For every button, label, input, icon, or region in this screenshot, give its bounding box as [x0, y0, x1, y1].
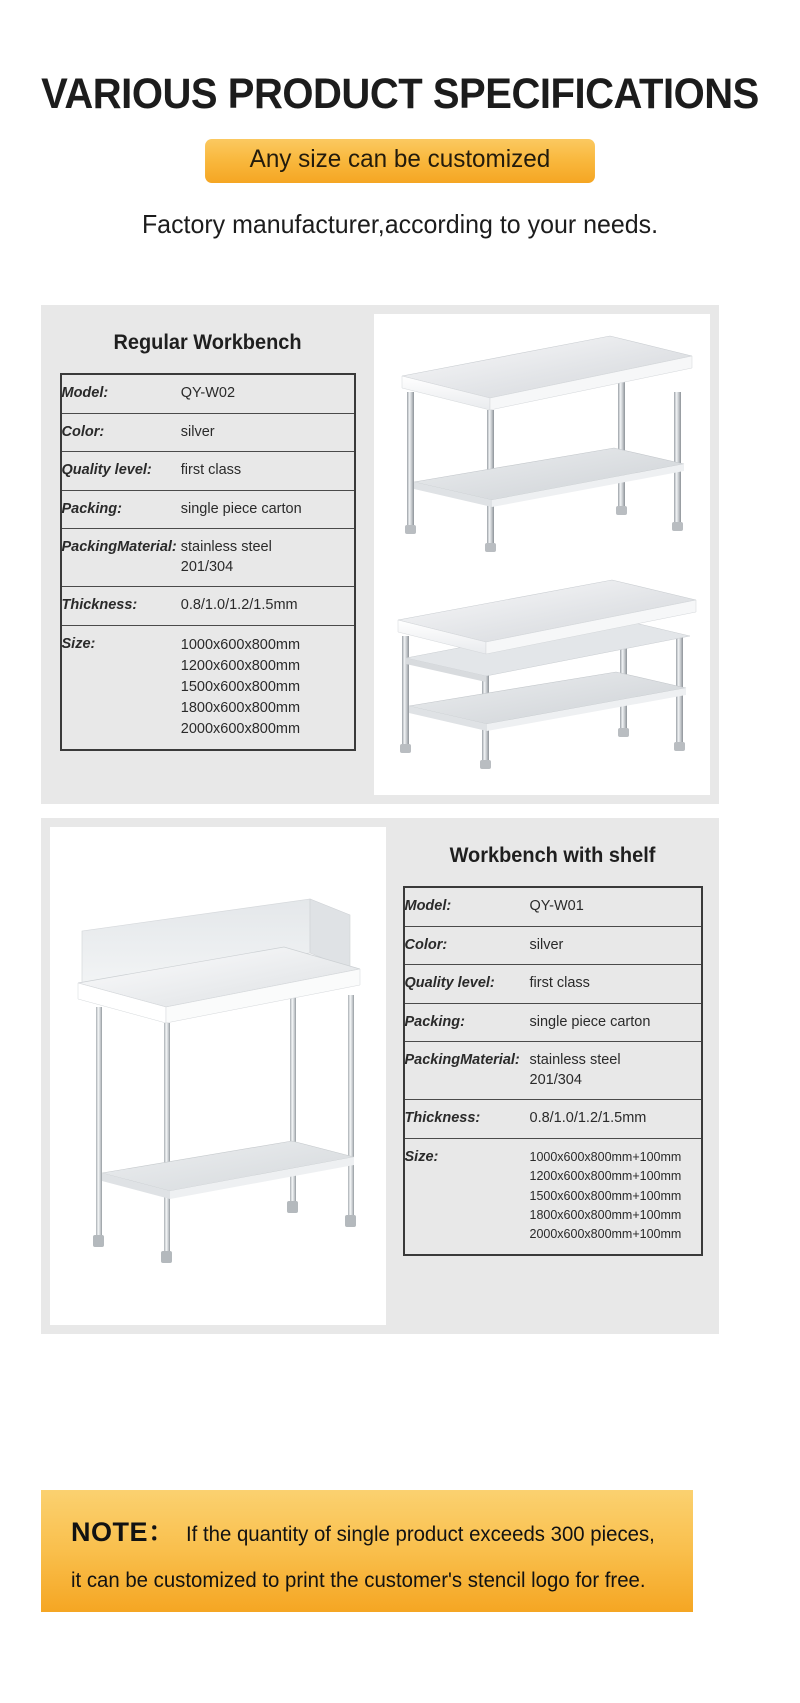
spec-value — [530, 1042, 702, 1100]
table-row — [404, 1138, 702, 1254]
table-row — [61, 529, 355, 587]
spec-key: Size: — [404, 1148, 439, 1165]
size-option: 1000x600x800mm — [180, 636, 301, 653]
spec-key: Packing: — [404, 1013, 465, 1030]
spec-value: silver — [529, 936, 564, 953]
spec-value: single piece carton — [180, 500, 302, 517]
page-subtitle: Factory manufacturer,according to your needs. — [141, 208, 659, 239]
size-option: 1500x600x800mm+100mm — [529, 1188, 682, 1203]
table-row — [404, 887, 702, 926]
spec-key: Thickness: — [404, 1110, 481, 1127]
spec-table-workbench-with-shelf — [403, 886, 703, 1256]
spec-value-line: 201/304 — [529, 1071, 582, 1088]
spec-value: silver — [180, 423, 215, 440]
size-option: 1800x600x800mm+100mm — [529, 1208, 682, 1223]
page-title: VARIOUS PRODUCT SPECIFICATIONS — [41, 70, 759, 118]
spec-column — [41, 305, 374, 804]
page-header — [0, 0, 800, 240]
customization-badge: Any size can be customized — [205, 139, 595, 183]
spec-key: Model: — [61, 385, 109, 401]
size-option: 2000x600x800mm+100mm — [529, 1227, 682, 1242]
spec-value: single piece carton — [529, 1013, 651, 1030]
spec-value: first class — [529, 975, 590, 992]
table-row — [61, 490, 355, 529]
table-row — [61, 587, 355, 626]
workbench-two-tier-illustration — [374, 314, 710, 795]
product-panel-regular-workbench — [41, 305, 719, 804]
spec-key: Model: — [404, 898, 452, 914]
spec-key: Quality level: — [61, 462, 152, 479]
product-heading: Regular Workbench — [113, 331, 302, 354]
table-row — [61, 625, 355, 750]
spec-value-line: 201/304 — [180, 558, 234, 575]
spec-value: 0.8/1.0/1.2/1.5mm — [529, 1110, 647, 1127]
table-row — [404, 1100, 702, 1139]
workbench-shelf-svg — [50, 827, 386, 1325]
size-option: 1200x600x800mm+100mm — [529, 1169, 682, 1184]
product-image-workbench-with-shelf — [50, 827, 386, 1325]
note-banner — [41, 1490, 693, 1612]
spec-column — [386, 818, 719, 1334]
spec-key: Color: — [404, 936, 448, 953]
bench-lower — [398, 580, 696, 769]
size-option: 2000x600x800mm — [180, 721, 301, 737]
spec-value-size-list — [181, 625, 355, 750]
spec-value-line: stainless steel — [180, 539, 272, 556]
spec-value-line: stainless steel — [529, 1052, 621, 1069]
spec-value: first class — [180, 462, 242, 479]
table-row — [61, 413, 355, 452]
note-label: NOTE： — [71, 1517, 176, 1547]
spec-key: Quality level: — [404, 975, 495, 992]
workbench-svg — [374, 314, 710, 795]
spec-key: PackingMaterial: — [404, 1052, 520, 1069]
table-row — [61, 452, 355, 491]
spec-key: Thickness: — [61, 597, 138, 614]
table-row — [404, 1003, 702, 1042]
pill-container — [0, 139, 800, 183]
spec-table-regular-workbench — [60, 373, 356, 751]
table-row — [404, 926, 702, 965]
table-row — [404, 965, 702, 1004]
size-option: 1800x600x800mm — [180, 699, 301, 716]
table-row — [404, 1042, 702, 1100]
workbench-backsplash-illustration — [50, 827, 386, 1325]
spec-key: Packing: — [61, 500, 122, 517]
size-option: 1200x600x800mm — [180, 657, 301, 674]
spec-value: QY-W02 — [180, 385, 236, 401]
spec-key: PackingMaterial: — [61, 539, 177, 556]
spec-value: 0.8/1.0/1.2/1.5mm — [180, 597, 298, 614]
note-text-line-1: If the quantity of single product exceeds 300 pieces, — [185, 1523, 655, 1546]
spec-value: QY-W01 — [529, 898, 584, 914]
product-heading: Workbench with shelf — [449, 844, 656, 867]
size-option: 1500x600x800mm — [180, 678, 301, 695]
table-row — [61, 374, 355, 413]
product-panel-workbench-with-shelf — [41, 818, 719, 1334]
spec-value-size-list — [530, 1138, 702, 1254]
product-image-regular-workbench — [374, 314, 710, 795]
note-text-line-2: it can be customized to print the customer's stencil logo for free. — [71, 1569, 646, 1592]
spec-value — [181, 529, 355, 587]
spec-key: Size: — [61, 635, 96, 652]
spec-key: Color: — [61, 423, 105, 440]
size-option: 1000x600x800mm+100mm — [529, 1149, 682, 1164]
note-first-line — [71, 1510, 667, 1549]
bench-upper — [402, 336, 692, 552]
